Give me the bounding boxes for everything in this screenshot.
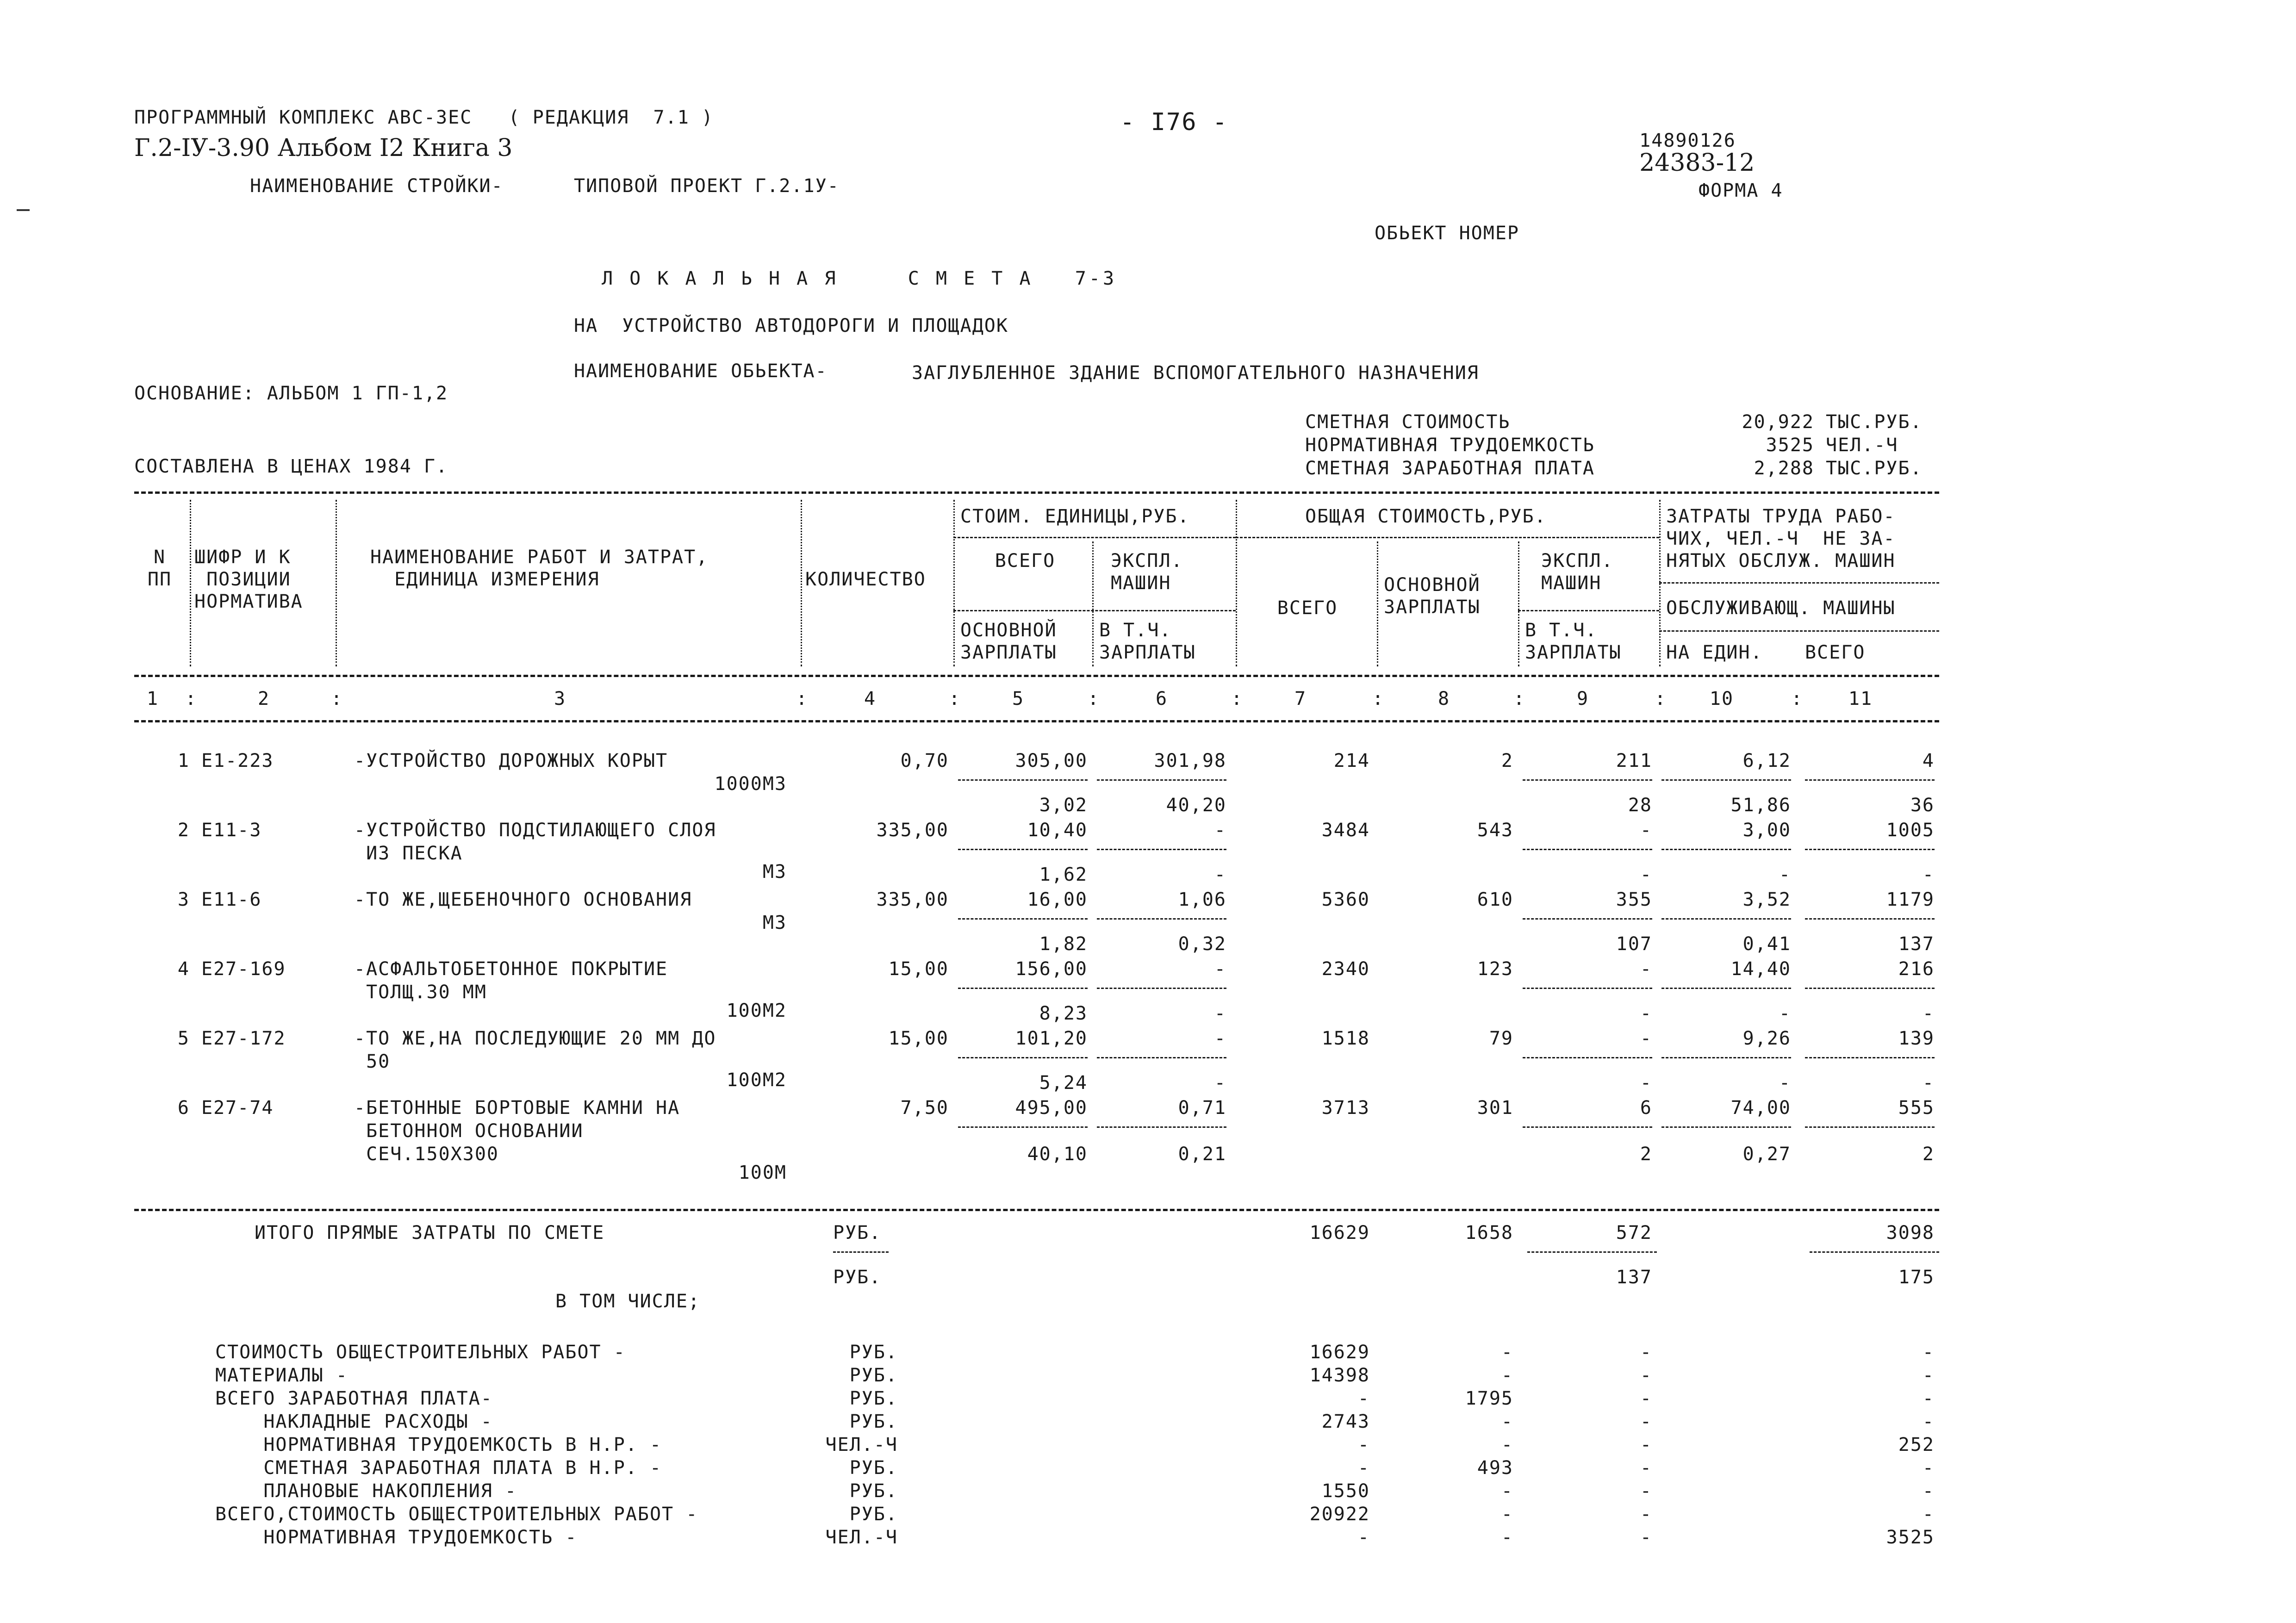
header-total-all: ВСЕГО — [1277, 597, 1338, 619]
row-code: Е11-3 — [201, 820, 262, 841]
cell-c7: 5360 — [1321, 889, 1370, 910]
header-unit-cost-group: СТОИМ. ЕДИНИЦЫ,РУБ. — [960, 506, 1190, 527]
album-reference: Г.2-IУ-3.90 Альбом I2 Книга 3 — [134, 134, 513, 162]
cell-c11-pay: - — [1922, 1003, 1935, 1024]
cell-subrule — [958, 918, 1088, 920]
summary-label: МАТЕРИАЛЫ - — [215, 1365, 348, 1386]
row-number: 5 — [177, 1028, 190, 1049]
header-subrule — [953, 610, 1236, 611]
cell-c10: 14,40 — [1730, 958, 1791, 980]
cell-c10: 6,12 — [1742, 750, 1791, 771]
cell-c6: 0,71 — [1178, 1097, 1226, 1119]
col-divider — [190, 500, 191, 666]
header-n: N ПП — [147, 547, 172, 590]
cell-qty: 7,50 — [900, 1097, 949, 1119]
cell-subrule — [1661, 1057, 1791, 1058]
cell-subrule — [1805, 849, 1935, 850]
cell-subrule — [1523, 849, 1652, 850]
summary-labor: 3525 — [1886, 1527, 1935, 1548]
document-code-handwritten: 24383-12 — [1639, 149, 1755, 177]
cell-c6: 301,98 — [1154, 750, 1226, 771]
row-name: -ТО ЖЕ,ЩЕБЕНОЧНОГО ОСНОВАНИЯ — [354, 889, 692, 910]
cell-subrule — [1661, 918, 1791, 920]
cell-c6: - — [1214, 958, 1226, 980]
row-unit: 1000М3 — [714, 773, 787, 795]
cell-c6-pay: - — [1214, 864, 1226, 885]
header-unit-machines: ЭКСПЛ. МАШИН — [1111, 550, 1183, 594]
cell-subrule — [958, 1126, 1088, 1128]
cell-qty: 0,70 — [900, 750, 949, 771]
column-number: 1 — [146, 688, 159, 709]
cell-c9: 211 — [1616, 750, 1652, 771]
cell-c11-pay: 2 — [1922, 1144, 1935, 1165]
column-separator: : — [1088, 688, 1100, 709]
cell-c9-pay: - — [1640, 1003, 1652, 1024]
cell-c11: 1005 — [1886, 820, 1935, 841]
row-name: БЕТОННОМ ОСНОВАНИИ — [354, 1120, 584, 1142]
header-subrule — [1236, 537, 1659, 538]
cell-c7: 2340 — [1321, 958, 1370, 980]
cell-c9-pay: 107 — [1616, 933, 1652, 955]
col-divider — [801, 500, 802, 666]
header-bottom-rule — [134, 675, 1939, 677]
row-name: -ТО ЖЕ,НА ПОСЛЕДУЮЩИЕ 20 ММ ДО — [354, 1028, 716, 1049]
summary-labor: - — [1922, 1388, 1935, 1409]
cell-subrule — [958, 849, 1088, 850]
cell-subrule — [1523, 918, 1652, 920]
header-unit-incl-pay: В Т.Ч. ЗАРПЛАТЫ — [1099, 620, 1196, 663]
summary-label: ВСЕГО,СТОИМОСТЬ ОБЩЕСТРОИТЕЛЬНЫХ РАБОТ - — [215, 1504, 698, 1525]
header-total-cost-group: ОБЩАЯ СТОИМОСТЬ,РУБ. — [1305, 506, 1547, 527]
margin-mark — [17, 209, 30, 211]
direct-costs-unit: РУБ. — [833, 1222, 882, 1244]
summary-unit: РУБ. — [849, 1504, 898, 1525]
header-subrule — [1659, 630, 1939, 632]
row-code: Е27-169 — [201, 958, 286, 980]
summary-base-pay: 1795 — [1465, 1388, 1513, 1409]
cell-subrule — [1805, 1057, 1935, 1058]
column-numbers-rule — [134, 720, 1939, 722]
total-cost-value: 20,922 — [1742, 411, 1814, 433]
row-name: -УСТРОЙСТВО ПОДСТИЛАЮЩЕГО СЛОЯ — [354, 820, 716, 841]
summary-labor: - — [1922, 1411, 1935, 1432]
cell-qty: 15,00 — [888, 958, 949, 980]
summary-base-pay: 493 — [1477, 1457, 1513, 1479]
cell-subrule — [1805, 988, 1935, 989]
header-unit-base-pay: ОСНОВНОЙ ЗАРПЛАТЫ — [960, 620, 1057, 663]
summary-label: ПЛАНОВЫЕ НАКОПЛЕНИЯ - — [215, 1480, 517, 1502]
direct-costs-subrule — [1527, 1251, 1657, 1253]
row-number: 6 — [177, 1097, 190, 1119]
cell-c8: 610 — [1477, 889, 1513, 910]
cell-subrule — [1661, 779, 1791, 781]
cell-subrule — [1661, 849, 1791, 850]
row-name: ИЗ ПЕСКА — [354, 843, 463, 864]
cell-subrule — [1661, 988, 1791, 989]
summary-labor: - — [1922, 1365, 1935, 1386]
column-number: 4 — [864, 688, 877, 709]
cell-c9: - — [1640, 958, 1652, 980]
summary-label: ВСЕГО ЗАРАБОТНАЯ ПЛАТА- — [215, 1388, 493, 1409]
cell-c7: 3484 — [1321, 820, 1370, 841]
cell-c11-pay: 137 — [1898, 933, 1935, 955]
cell-subrule — [1805, 1126, 1935, 1128]
cell-c9: 355 — [1616, 889, 1652, 910]
cell-c8: 543 — [1477, 820, 1513, 841]
cell-subrule — [1805, 918, 1935, 920]
cell-subrule — [1097, 1057, 1226, 1058]
summary-machines: - — [1640, 1480, 1652, 1502]
cell-subrule — [1097, 779, 1226, 781]
cell-c5-pay: 1,82 — [1039, 933, 1088, 955]
cell-c11: 1179 — [1886, 889, 1935, 910]
construction-value: ТИПОВОЙ ПРОЕКТ Г.2.1У- — [574, 175, 840, 197]
header-total-machines: ЭКСПЛ. МАШИН — [1541, 550, 1614, 594]
cell-subrule — [958, 988, 1088, 989]
row-code: Е27-172 — [201, 1028, 286, 1049]
labor-intensity-value: 3525 — [1766, 435, 1814, 456]
cell-c11: 139 — [1898, 1028, 1935, 1049]
cell-c10-pay: - — [1779, 1072, 1791, 1094]
summary-unit: ЧЕЛ.-Ч — [825, 1527, 898, 1548]
row-number: 3 — [177, 889, 190, 910]
cell-c10-pay: 51,86 — [1730, 795, 1791, 816]
wage-fund-value: 2,288 — [1754, 458, 1814, 479]
construction-label: НАИМЕНОВАНИЕ СТРОЙКИ- — [250, 175, 504, 197]
summary-label: СМЕТНАЯ ЗАРАБОТНАЯ ПЛАТА В Н.Р. - — [215, 1457, 662, 1479]
column-number: 8 — [1437, 688, 1450, 709]
column-separator: : — [1372, 688, 1385, 709]
header-labor-all: ВСЕГО — [1805, 642, 1866, 663]
cell-c10-pay: 0,41 — [1742, 933, 1791, 955]
wage-fund-unit: ТЫС.РУБ. — [1826, 458, 1923, 479]
summary-total: 1550 — [1321, 1480, 1370, 1502]
prices-basis: СОСТАВЛЕНА В ЦЕНАХ 1984 Г. — [134, 456, 448, 477]
cell-c6: 1,06 — [1178, 889, 1226, 910]
cell-c6-pay: 0,21 — [1178, 1144, 1226, 1165]
col-divider — [953, 500, 955, 666]
column-separator: : — [949, 688, 961, 709]
row-unit: М3 — [762, 861, 787, 883]
header-unit-total: ВСЕГО — [995, 550, 1056, 572]
row-unit: 100М — [738, 1162, 787, 1183]
cell-c5-pay: 8,23 — [1039, 1003, 1088, 1024]
col-divider — [1092, 541, 1094, 666]
object-number-label: ОБЬЕКТ НОМЕР — [1375, 223, 1519, 244]
summary-base-pay: - — [1501, 1527, 1513, 1548]
cell-c10-pay: - — [1779, 864, 1791, 885]
cell-c10-pay: - — [1779, 1003, 1791, 1024]
row-number: 2 — [177, 820, 190, 841]
cell-c7: 3713 — [1321, 1097, 1370, 1119]
row-name: СЕЧ.150Х300 — [354, 1144, 499, 1165]
cell-c11-pay: 36 — [1910, 795, 1935, 816]
summary-base-pay: - — [1501, 1365, 1513, 1386]
program-line: ПРОГРАММНЫЙ КОМПЛЕКС АВС-3ЕС ( РЕДАКЦИЯ 7.1 ) — [134, 107, 714, 128]
header-total-base-pay: ОСНОВНОЙ ЗАРПЛАТЫ — [1384, 574, 1481, 618]
summary-machines: - — [1640, 1434, 1652, 1455]
header-name: НАИМЕНОВАНИЕ РАБОТ И ЗАТРАТ, ЕДИНИЦА ИЗМЕРЕНИЯ — [370, 547, 709, 590]
estimate-title: Л О К А Л Ь Н А Я С М Е Т А 7-3 — [602, 268, 1117, 289]
cell-c10: 74,00 — [1730, 1097, 1791, 1119]
document-code — [1615, 107, 1755, 176]
summary-base-pay: - — [1501, 1411, 1513, 1432]
cell-c5-pay: 1,62 — [1039, 864, 1088, 885]
cell-subrule — [1097, 849, 1226, 850]
header-subrule — [1659, 582, 1939, 584]
summary-labor: 252 — [1898, 1434, 1935, 1455]
header-total-incl-pay: В Т.Ч. ЗАРПЛАТЫ — [1525, 620, 1622, 663]
summary-label: НОРМАТИВНАЯ ТРУДОЕМКОСТЬ В Н.Р. - — [215, 1434, 662, 1455]
cell-c6-pay: - — [1214, 1072, 1226, 1094]
summary-unit: РУБ. — [849, 1480, 898, 1502]
row-code: Е1-223 — [201, 750, 274, 771]
row-name: 50 — [354, 1051, 391, 1072]
summary-unit: РУБ. — [849, 1365, 898, 1386]
header-subrule — [1518, 610, 1659, 611]
summary-total: - — [1357, 1527, 1370, 1548]
including-label: В ТОМ ЧИСЛЕ; — [555, 1291, 700, 1312]
summary-label: НОРМАТИВНАЯ ТРУДОЕМКОСТЬ - — [215, 1527, 578, 1548]
cell-subrule — [1661, 1126, 1791, 1128]
column-number: 2 — [257, 688, 270, 709]
summary-machines: - — [1640, 1342, 1652, 1363]
cell-qty: 15,00 — [888, 1028, 949, 1049]
cell-c11-pay: - — [1922, 864, 1935, 885]
cell-c5: 16,00 — [1027, 889, 1088, 910]
summary-unit: РУБ. — [849, 1342, 898, 1363]
row-number: 1 — [177, 750, 190, 771]
header-labor-group: ЗАТРАТЫ ТРУДА РАБО- ЧИХ, ЧЕЛ.-Ч НЕ ЗА- НЯТЫХ ОБСЛУЖ. МАШИН — [1666, 506, 1896, 572]
cell-c5-pay: 40,10 — [1027, 1144, 1088, 1165]
row-name: -АСФАЛЬТОБЕТОННОЕ ПОКРЫТИЕ — [354, 958, 668, 980]
cell-c9-pay: - — [1640, 1072, 1652, 1094]
column-number: 10 — [1709, 688, 1734, 709]
direct-costs-label: ИТОГО ПРЯМЫЕ ЗАТРАТЫ ПО СМЕТЕ — [255, 1222, 605, 1244]
column-number: 9 — [1576, 688, 1589, 709]
column-separator: : — [185, 688, 198, 709]
cell-c6: - — [1214, 820, 1226, 841]
col-divider — [336, 500, 337, 666]
summary-total: 20922 — [1309, 1504, 1370, 1525]
summary-unit: РУБ. — [849, 1388, 898, 1409]
cell-c8: 123 — [1477, 958, 1513, 980]
cell-subrule — [1805, 779, 1935, 781]
column-number: 5 — [1012, 688, 1025, 709]
summary-total: - — [1357, 1457, 1370, 1479]
row-unit: 100М2 — [726, 1070, 787, 1091]
cell-subrule — [1097, 918, 1226, 920]
direct-costs-unit-2: РУБ. — [833, 1267, 882, 1288]
column-number: 7 — [1294, 688, 1307, 709]
direct-costs-total: 16629 — [1309, 1222, 1370, 1244]
summary-machines: - — [1640, 1457, 1652, 1479]
row-name: -УСТРОЙСТВО ДОРОЖНЫХ КОРЫТ — [354, 750, 668, 771]
total-cost-unit: ТЫС.РУБ. — [1826, 411, 1923, 433]
direct-costs-labor-2: 175 — [1898, 1267, 1935, 1288]
cell-c11: 555 — [1898, 1097, 1935, 1119]
summary-unit: РУБ. — [849, 1457, 898, 1479]
column-separator: : — [1655, 688, 1667, 709]
cell-c5: 495,00 — [1015, 1097, 1088, 1119]
cell-c11: 4 — [1922, 750, 1935, 771]
document-code-typed: 14890126 — [1639, 130, 1736, 151]
cell-subrule — [1097, 988, 1226, 989]
summary-labor: - — [1922, 1457, 1935, 1479]
cell-c5-pay: 5,24 — [1039, 1072, 1088, 1094]
col-divider — [1518, 541, 1519, 666]
row-name: ТОЛЩ.30 ММ — [354, 982, 487, 1003]
cell-c8: 79 — [1489, 1028, 1513, 1049]
cell-c9-pay: 2 — [1640, 1144, 1652, 1165]
direct-costs-base-pay: 1658 — [1465, 1222, 1513, 1244]
estimate-subject: НА УСТРОЙСТВО АВТОДОРОГИ И ПЛОЩАДОК — [574, 315, 1008, 336]
cell-c6-pay: 0,32 — [1178, 933, 1226, 955]
summary-machines: - — [1640, 1527, 1652, 1548]
column-separator: : — [796, 688, 809, 709]
column-separator: : — [1231, 688, 1244, 709]
form-label: ФОРМА 4 — [1699, 180, 1783, 201]
column-number: 3 — [554, 688, 566, 709]
row-number: 4 — [177, 958, 190, 980]
summary-machines: - — [1640, 1411, 1652, 1432]
header-labor-unit: НА ЕДИН. — [1666, 642, 1763, 663]
cell-c11: 216 — [1898, 958, 1935, 980]
cell-c7: 214 — [1333, 750, 1370, 771]
cell-c11-pay: - — [1922, 1072, 1935, 1094]
column-separator: : — [1513, 688, 1526, 709]
cell-c8: 301 — [1477, 1097, 1513, 1119]
header-subrule — [953, 537, 1236, 538]
summary-total: 14398 — [1309, 1365, 1370, 1386]
labor-intensity-unit: ЧЕЛ.-Ч — [1826, 435, 1898, 456]
total-cost-label: СМЕТНАЯ СТОИМОСТЬ — [1305, 411, 1511, 433]
wage-fund-label: СМЕТНАЯ ЗАРАБОТНАЯ ПЛАТА — [1305, 458, 1595, 479]
summary-total: 2743 — [1321, 1411, 1370, 1432]
labor-intensity-label: НОРМАТИВНАЯ ТРУДОЕМКОСТЬ — [1305, 435, 1595, 456]
column-number: 11 — [1848, 688, 1873, 709]
summary-total: 16629 — [1309, 1342, 1370, 1363]
summary-base-pay: - — [1501, 1504, 1513, 1525]
column-separator: : — [1791, 688, 1804, 709]
column-number: 6 — [1155, 688, 1168, 709]
page-number: - I76 - — [1120, 108, 1228, 136]
cell-c5: 305,00 — [1015, 750, 1088, 771]
cell-c6: - — [1214, 1028, 1226, 1049]
header-quantity: КОЛИЧЕСТВО — [805, 569, 926, 590]
cell-c10-pay: 0,27 — [1742, 1144, 1791, 1165]
direct-costs-machines-pay: 137 — [1616, 1267, 1652, 1288]
row-name: -БЕТОННЫЕ БОРТОВЫЕ КАМНИ НА — [354, 1097, 680, 1119]
col-divider — [1377, 541, 1378, 666]
row-unit: 100М2 — [726, 1000, 787, 1021]
summary-total: - — [1357, 1434, 1370, 1455]
cell-c9-pay: - — [1640, 864, 1652, 885]
summary-label: НАКЛАДНЫЕ РАСХОДЫ - — [215, 1411, 493, 1432]
cell-c5: 156,00 — [1015, 958, 1088, 980]
summary-base-pay: - — [1501, 1480, 1513, 1502]
column-separator: : — [331, 688, 343, 709]
header-labor-service: ОБСЛУЖИВАЮЩ. МАШИНЫ — [1666, 597, 1896, 619]
cell-c6-pay: - — [1214, 1003, 1226, 1024]
cell-subrule — [958, 779, 1088, 781]
summary-base-pay: - — [1501, 1434, 1513, 1455]
basis: ОСНОВАНИЕ: АЛЬБОМ 1 ГП-1,2 — [134, 383, 448, 404]
summary-total: - — [1357, 1388, 1370, 1409]
header-code: ШИФР И К ПОЗИЦИИ НОРМАТИВА — [194, 547, 303, 612]
summary-labor: - — [1922, 1504, 1935, 1525]
row-code: Е11-6 — [201, 889, 262, 910]
object-name-value: ЗАГЛУБЛЕННОЕ ЗДАНИЕ ВСПОМОГАТЕЛЬНОГО НАЗНАЧЕНИЯ — [912, 362, 1479, 384]
cell-qty: 335,00 — [876, 820, 949, 841]
cell-subrule — [1097, 1126, 1226, 1128]
cell-c6-pay: 40,20 — [1166, 795, 1226, 816]
table-top-rule — [134, 491, 1939, 494]
row-unit: М3 — [762, 912, 787, 933]
summary-base-pay: - — [1501, 1342, 1513, 1363]
cell-c9: - — [1640, 820, 1652, 841]
cell-c10: 3,00 — [1742, 820, 1791, 841]
cell-c8: 2 — [1501, 750, 1513, 771]
cell-subrule — [1523, 779, 1652, 781]
summary-labor: - — [1922, 1342, 1935, 1363]
summary-unit: РУБ. — [849, 1411, 898, 1432]
cell-c5: 10,40 — [1027, 820, 1088, 841]
cell-subrule — [1523, 1126, 1652, 1128]
direct-costs-subrule — [1810, 1251, 1939, 1253]
summary-machines: - — [1640, 1388, 1652, 1409]
direct-costs-machines: 572 — [1616, 1222, 1652, 1244]
row-code: Е27-74 — [201, 1097, 274, 1119]
cell-c5-pay: 3,02 — [1039, 795, 1088, 816]
cell-subrule — [1523, 1057, 1652, 1058]
col-divider — [1236, 500, 1237, 666]
cell-c9: - — [1640, 1028, 1652, 1049]
cell-subrule — [1523, 988, 1652, 989]
body-bottom-rule — [134, 1209, 1939, 1211]
summary-machines: - — [1640, 1365, 1652, 1386]
summary-label: СТОИМОСТЬ ОБЩЕСТРОИТЕЛЬНЫХ РАБОТ - — [215, 1342, 626, 1363]
object-name-label: НАИМЕНОВАНИЕ ОБЬЕКТА- — [574, 361, 828, 382]
summary-unit: ЧЕЛ.-Ч — [825, 1434, 898, 1455]
cell-subrule — [958, 1057, 1088, 1058]
cell-c7: 1518 — [1321, 1028, 1370, 1049]
direct-costs-subrule — [833, 1251, 889, 1253]
cell-c10: 9,26 — [1742, 1028, 1791, 1049]
cell-c10: 3,52 — [1742, 889, 1791, 910]
cell-c9: 6 — [1640, 1097, 1652, 1119]
direct-costs-labor: 3098 — [1886, 1222, 1935, 1244]
cell-qty: 335,00 — [876, 889, 949, 910]
cell-c5: 101,20 — [1015, 1028, 1088, 1049]
cell-c9-pay: 28 — [1628, 795, 1652, 816]
summary-labor: - — [1922, 1480, 1935, 1502]
summary-machines: - — [1640, 1504, 1652, 1525]
